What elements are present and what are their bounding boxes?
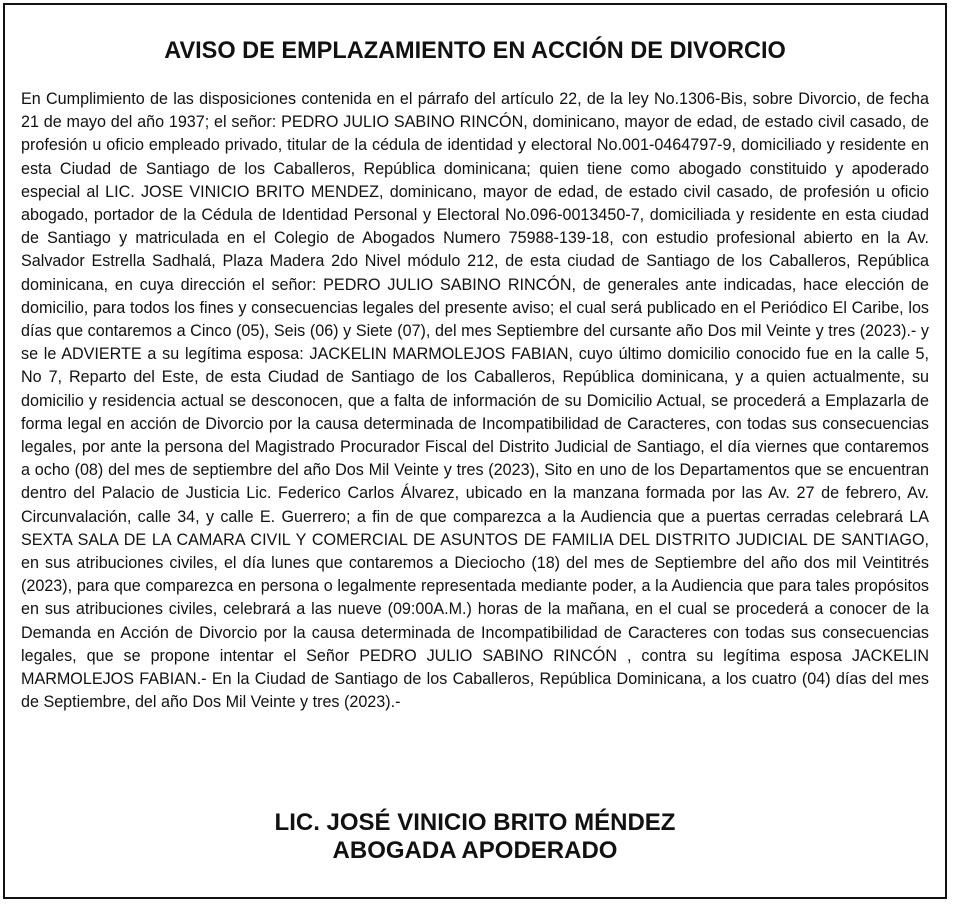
notice-title: AVISO DE EMPLAZAMIENTO EN ACCIÓN DE DIVORCIO: [164, 37, 786, 64]
signature-role: ABOGADA APODERADO: [332, 837, 618, 864]
notice-body: En Cumplimiento de las disposiciones contenida en el párrafo del artículo 22, de la ley No.1306-Bis, sobre Divorcio, de fecha 21 de mayo del año 1937; el señor: PEDRO JULIO SABINO RINCÓN, dominicano, mayor de edad, de estado civil casado, de profesión u oficio empleado privado, titular de la cédula de identidad y electoral No.001-0464797-9, domiciliado y residente en esta Ciudad de Santiago de los Caballeros, República dominicana; quien tiene como abogado constituido y apoderado especial al LIC. JOSE VINICIO BRITO MENDEZ, dominicano, mayor de edad, de estado civil casado, de profesión u oficio abogado, portador de la Cédula de Identidad Personal y Electoral No.096-0013450-7, domiciliada y residente en esta ciudad de Santiago y matriculada en el Colegio de Abogados Numero 75988-139-18, con estudio profesional abierto en la Av. Salvador Estrella Sadhalá, Plaza Madera 2do Nivel módulo 212, de esta ciudad de Santiago de los Caballeros, República dominicana, en cuya dirección el señor: PEDRO JULIO SABINO RINCÓN, de generales ante indicadas, hace elección de domicilio, para todos los fines y consecuencias legales del presente aviso; el cual será publicado en el Periódico El Caribe, los días que contaremos a Cinco (05), Seis (06) y Siete (07), del mes Septiembre del cursante año Dos mil Veinte y tres (2023).- y se le ADVIERTE a su legítima esposa: JACKELIN MARMOLEJOS FABIAN, cuyo último domicilio conocido fue en la calle 5, No 7, Reparto del Este, de esta Ciudad de Santiago de los Caballeros, República dominicana, y a quien actualmente, su domicilio y residencia actual se desconocen, que a falta de información de su Domicilio Actual, se procederá a Emplazarla de forma legal en acción de Divorcio por la causa determinada de Incompatibilidad de Caracteres, con todas sus consecuencias legales, por ante la persona del Magistrado Procurador Fiscal del Distrito Judicial de Santiago, el día viernes que contaremos a ocho (08) del mes de septiembre del año Dos Mil Veinte y tres (2023), Sito en uno de los Departamentos que se encuentran dentro del Palacio de Justicia Lic. Federico Carlos Álvarez, ubicado en la manzana formada por las Av. 27 de febrero, Av. Circunvalación, calle 34, y calle E. Guerrero; a fin de que comparezca a la Audiencia que a puertas cerradas celebrará LA SEXTA SALA DE LA CAMARA CIVIL Y COMERCIAL DE ASUNTOS DE FAMILIA DEL DISTRITO JUDICIAL DE SANTIAGO, en sus atribuciones civiles, el día lunes que contaremos a Dieciocho (18) del mes de Septiembre del año dos mil Veintitrés (2023), para que comparezca en persona o legalmente representada mediante poder, a la Audiencia que para tales propósitos en sus atribuciones civiles, celebrará a las nueve (09:00A.M.) horas de la mañana, en el cual se procederá a conocer de la Demanda en Acción de Divorcio por la causa determinada de Incompatibilidad de Caracteres con todas sus consecuencias legales, que se propone intentar el Señor PEDRO JULIO SABINO RINCÓN , contra su legítima esposa JACKELIN MARMOLEJOS FABIAN.- En la Ciudad de Santiago de los Caballeros, República Dominicana, a los cuatro (04) días del mes de Septiembre, del año Dos Mil Veinte y tres (2023).-: [21, 90, 929, 712]
legal-notice: [3, 3, 947, 899]
signature-block: [5, 809, 945, 865]
signature-name: LIC. JOSÉ VINICIO BRITO MÉNDEZ: [274, 809, 676, 836]
